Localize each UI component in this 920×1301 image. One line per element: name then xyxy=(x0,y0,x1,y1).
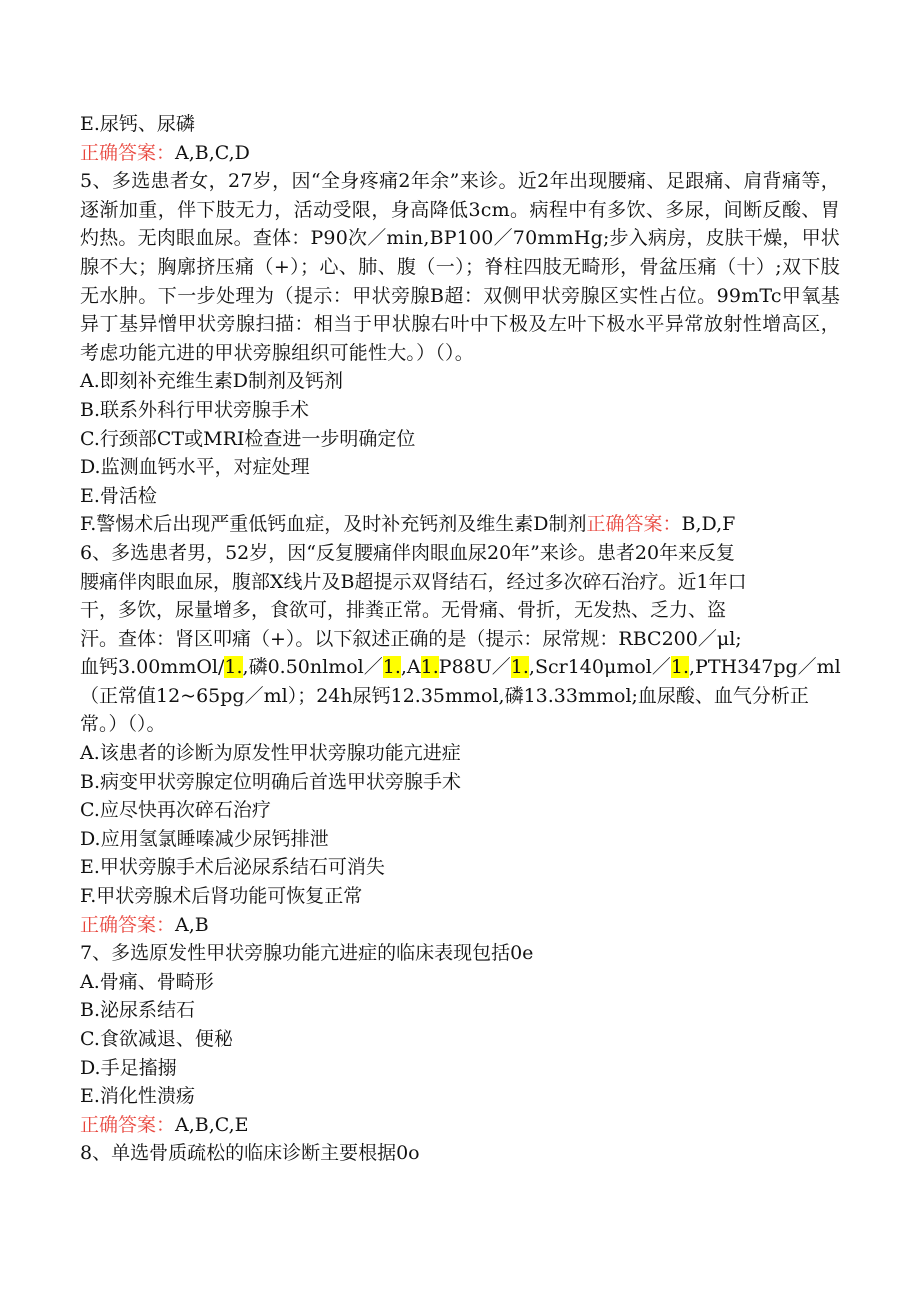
q6-option-f: F.甲状旁腺术后肾功能可恢复正常 xyxy=(80,885,363,908)
answer-value: A,B,C,E xyxy=(175,1113,249,1136)
q7-option-b: B.泌尿系结石 xyxy=(80,999,196,1022)
q5-option-c: C.行颈部CT或MRI检查进一步明确定位 xyxy=(80,427,416,450)
q6-stem-line: 常。）（）。 xyxy=(80,713,166,736)
q6-stem-line: 6、多选患者男，52岁，因“反复腰痛伴肉眼血尿20年”来诊。患者20年来反复 xyxy=(80,541,736,564)
lab-text: ,PTH347pg／ml xyxy=(689,656,841,679)
answer-value: A,B xyxy=(175,913,209,936)
q6-stem-line: 干，多饮，尿量增多，食欲可，排粪正常。无骨痛、骨折，无发热、乏力、盗 xyxy=(80,599,727,622)
answer-label: 正确答案： xyxy=(80,141,176,164)
answer-label: 正确答案： xyxy=(586,513,682,536)
q6-answer xyxy=(80,911,840,940)
q8-stem: 8、单选骨质疏松的临床诊断主要根据0o xyxy=(80,1142,420,1165)
q5-option-a: A.即刻补充维生素D制剂及钙剂 xyxy=(80,370,343,393)
q7-answer xyxy=(80,1111,840,1140)
lab-text: 血钙3.00mmOl/ xyxy=(80,656,225,679)
q6-option-c: C.应尽快再次碎石治疗 xyxy=(80,799,271,822)
highlight: 1. xyxy=(670,656,689,679)
q7-stem: 7、多选原发性甲状旁腺功能亢进症的临床表现包括0e xyxy=(80,942,534,965)
highlight: 1. xyxy=(510,656,529,679)
answer-value: B,D,F xyxy=(681,513,736,536)
q7-option-d: D.手足搐搦 xyxy=(80,1056,177,1079)
q5-option-d: D.监测血钙水平，对症处理 xyxy=(80,456,310,479)
q7-option-c: C.食欲减退、便秘 xyxy=(80,1028,233,1050)
q7-option-a: A.骨痛、骨畸形 xyxy=(80,970,214,993)
lab-text: ,Scr140μmol／ xyxy=(528,656,671,679)
q5-option-b: B.联系外科行甲状旁腺手术 xyxy=(80,398,310,421)
q6-option-d: D.应用氢氯睡嗪减少尿钙排泄 xyxy=(80,827,329,850)
q6-option-e: E.甲状旁腺手术后泌尿系结石可消失 xyxy=(80,856,385,879)
question-content xyxy=(80,110,840,1168)
q6-stem-line: 腰痛伴肉眼血尿，腹部X线片及B超提示双肾结石，经过多次碎石治疗。近1年口 xyxy=(80,570,747,593)
highlight: 1. xyxy=(420,656,439,679)
q6-stem-line-lab-values xyxy=(80,653,840,682)
lab-text: P88U／ xyxy=(438,656,511,679)
highlight: 1. xyxy=(382,656,401,679)
lab-text: ,磷0.50nlmol／ xyxy=(242,656,383,679)
q4-option-e: E.尿钙、尿磷 xyxy=(80,113,195,135)
q6-stem-line: （正常值12~65pg／ml）；24h尿钙12.35mmol,磷13.33mmol;血尿酸、血气分析正 xyxy=(80,684,809,707)
lab-text: ,A xyxy=(400,656,421,679)
answer-label: 正确答案： xyxy=(80,1113,176,1136)
q7-option-e: E.消化性溃疡 xyxy=(80,1085,195,1108)
q5-stem: 5、多选患者女，27岁，因“全身疼痛2年余”来诊。近2年出现腰痛、足跟痛、肩背痛等，逐渐加重，伴下肢无力，活动受限，身高降低3cm。病程中有多饮、多尿，间断反酸、胃灼热。无肉眼血尿。查体：P90次／min,BP100／70mmHg;步入病房，皮肤干燥，甲状腺不大；胸廓挤压痛（+）；心、肺、腹（一）；脊柱四肢无畸形，骨盆压痛（十）;双下肢无水肿。下一步处理为（提示：甲状旁腺B超：双侧甲状旁腺区实性占位。99mTc甲氧基异丁基异憎甲状旁腺扫描：相当于甲状腺右叶中下极及左叶下极水平异常放射性增高区，考虑功能亢进的甲状旁腺组织可能性大。）（）。 xyxy=(80,170,840,364)
q5-option-f-with-answer xyxy=(80,510,840,539)
highlight: 1. xyxy=(224,656,243,679)
q5-option-f: F.警惕术后出现严重低钙血症，及时补充钙剂及维生素D制剂 xyxy=(80,513,587,536)
q6-stem-line: 汗。查体：肾区叩痛（+）。以下叙述正确的是（提示：尿常规：RBC200／μl; xyxy=(80,627,742,650)
answer-label: 正确答案： xyxy=(80,913,176,936)
q6-option-a: A.该患者的诊断为原发性甲状旁腺功能亢进症 xyxy=(80,742,461,765)
answer-value: A,B,C,D xyxy=(175,141,250,164)
q5-option-e: E.骨活检 xyxy=(80,484,157,507)
q6-option-b: B.病变甲状旁腺定位明确后首选甲状旁腺手术 xyxy=(80,770,462,793)
q4-answer xyxy=(80,139,840,168)
